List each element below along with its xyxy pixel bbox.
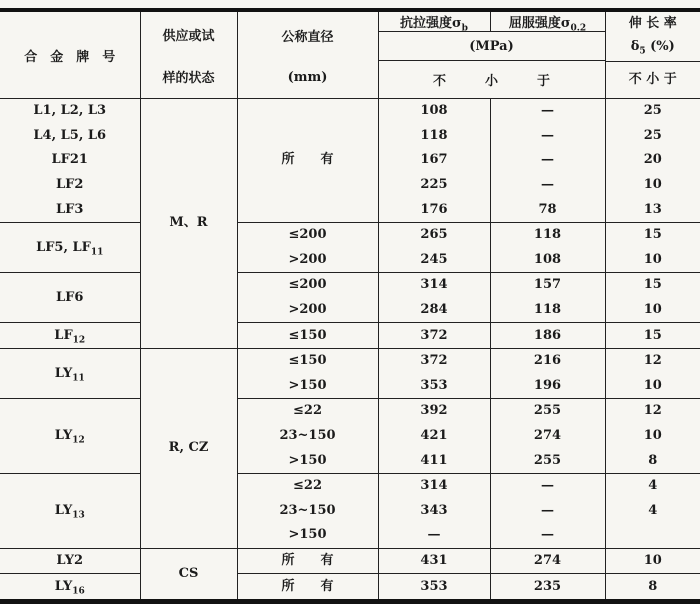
state-cell: M、R	[140, 99, 237, 349]
alloy-subscript: 12	[72, 436, 85, 446]
header-nominal-diameter-unit: (mm)	[288, 70, 328, 85]
alloy-cell	[0, 197, 140, 222]
tensile-cell: 167	[378, 148, 490, 173]
tensile-cell: 392	[378, 399, 490, 424]
tensile-cell: 431	[378, 548, 490, 574]
alloy-name: LY	[55, 366, 73, 381]
alloy-cell	[0, 348, 140, 398]
elongation-symbol-line	[606, 34, 700, 61]
header-yield-strength	[490, 10, 605, 32]
alloy-name: LF6	[56, 290, 83, 305]
alloy-cell	[0, 473, 140, 548]
header-alloy-grade-label: 合 金 牌 号	[24, 50, 115, 65]
header-elongation	[605, 10, 700, 99]
table-row	[0, 574, 700, 602]
header-supply-state-line1: 供应或试	[162, 25, 214, 44]
header-row-1	[0, 10, 700, 32]
diameter-cell: >150	[237, 448, 378, 473]
tensile-cell: 265	[378, 222, 490, 247]
percent-unit: (%)	[650, 39, 675, 54]
yield-cell: 274	[490, 424, 605, 449]
header-mpa-unit: (MPa)	[378, 32, 605, 61]
diameter-cell: ≤200	[237, 273, 378, 298]
elongation-cell: 15	[605, 323, 700, 349]
elongation-cell: 10	[605, 173, 700, 198]
elongation-cell: 4	[605, 473, 700, 498]
alloy-name: LF3	[56, 202, 83, 217]
yield-cell: 186	[490, 323, 605, 349]
table-row	[0, 222, 700, 247]
yield-cell: —	[490, 124, 605, 149]
alloy-name: LY	[55, 428, 73, 443]
tensile-cell: 372	[378, 348, 490, 373]
yield-cell: —	[490, 148, 605, 173]
yield-label: 屈服强度σ	[509, 16, 571, 31]
diameter-cell: ≤150	[237, 348, 378, 373]
yield-cell: 78	[490, 197, 605, 222]
diameter-cell: 所 有	[237, 548, 378, 574]
alloy-name: LY	[55, 579, 73, 594]
diameter-cell: >200	[237, 248, 378, 273]
tensile-cell: 314	[378, 273, 490, 298]
alloy-name: LF	[54, 328, 72, 343]
tensile-cell: —	[378, 523, 490, 548]
state-cell: R, CZ	[140, 348, 237, 548]
tensile-label: 抗拉强度σ	[400, 16, 462, 31]
elongation-cell: 10	[605, 424, 700, 449]
header-nominal-diameter-label: 公称直径	[281, 26, 333, 45]
elongation-cell: 15	[605, 222, 700, 247]
tensile-cell: 411	[378, 448, 490, 473]
header-alloy-grade	[0, 10, 140, 99]
diameter-cell: >150	[237, 523, 378, 548]
delta-symbol: δ	[631, 39, 640, 54]
tensile-cell: 108	[378, 99, 490, 124]
yield-subscript: 0.2	[570, 24, 586, 32]
elongation-cell: 13	[605, 197, 700, 222]
tensile-cell: 343	[378, 499, 490, 524]
table-row	[0, 348, 700, 373]
yield-cell: 274	[490, 548, 605, 574]
delta-subscript: 5	[639, 47, 645, 57]
yield-cell: —	[490, 523, 605, 548]
elongation-cell: 10	[605, 248, 700, 273]
alloy-name: L4, L5, L6	[33, 128, 106, 143]
tensile-cell: 314	[378, 473, 490, 498]
table-row	[0, 548, 700, 574]
alloy-name: LF2	[56, 177, 83, 192]
table-row	[0, 399, 700, 424]
diameter-cell: >200	[237, 298, 378, 323]
diameter-cell: 23~150	[237, 499, 378, 524]
alloy-cell	[0, 173, 140, 198]
yield-cell: —	[490, 499, 605, 524]
tensile-cell: 118	[378, 124, 490, 149]
elongation-cell	[605, 523, 700, 548]
alloy-name: LF21	[52, 152, 88, 167]
elongation-cell: 8	[605, 574, 700, 602]
diameter-cell: ≤22	[237, 399, 378, 424]
elongation-cell: 25	[605, 99, 700, 124]
header-supply-state	[140, 10, 237, 99]
alloy-cell	[0, 99, 140, 124]
yield-cell: 216	[490, 348, 605, 373]
yield-cell: 255	[490, 448, 605, 473]
yield-cell: 196	[490, 374, 605, 399]
elongation-cell: 10	[605, 374, 700, 399]
diameter-cell: ≤150	[237, 323, 378, 349]
yield-cell: 118	[490, 222, 605, 247]
yield-cell: 118	[490, 298, 605, 323]
alloy-mechanical-properties-table	[0, 8, 700, 604]
alloy-name: LY	[55, 503, 73, 518]
tensile-cell: 176	[378, 197, 490, 222]
alloy-subscript: 12	[73, 335, 86, 345]
yield-cell: 235	[490, 574, 605, 602]
tensile-cell: 421	[378, 424, 490, 449]
diameter-cell: 所 有	[237, 574, 378, 602]
elongation-cell: 25	[605, 124, 700, 149]
elongation-cell: 15	[605, 273, 700, 298]
alloy-subscript: 13	[72, 510, 85, 520]
diameter-cell: 23~150	[237, 424, 378, 449]
table-row	[0, 99, 700, 124]
diameter-cell: >150	[237, 374, 378, 399]
alloy-cell	[0, 323, 140, 349]
table-body	[0, 99, 700, 602]
yield-cell: —	[490, 473, 605, 498]
table-header	[0, 10, 700, 99]
tensile-cell: 353	[378, 574, 490, 602]
elongation-label: 伸 长 率	[606, 12, 700, 34]
tensile-cell: 284	[378, 298, 490, 323]
alloy-cell	[0, 574, 140, 602]
table-row	[0, 473, 700, 498]
header-not-less-than: 不 小 于	[378, 61, 605, 99]
alloy-cell	[0, 548, 140, 574]
tensile-subscript: b	[462, 24, 468, 32]
alloy-cell	[0, 148, 140, 173]
elongation-not-less-than: 不 小 于	[606, 61, 700, 98]
alloy-subscript: 11	[91, 247, 104, 257]
yield-cell: 255	[490, 399, 605, 424]
elongation-cell: 12	[605, 399, 700, 424]
alloy-subscript: 16	[72, 586, 85, 596]
diameter-cell: 所 有	[237, 99, 378, 223]
diameter-cell: ≤200	[237, 222, 378, 247]
alloy-subscript: 11	[72, 373, 85, 383]
alloy-cell	[0, 399, 140, 474]
state-cell: CS	[140, 548, 237, 601]
table-row	[0, 323, 700, 349]
tensile-cell: 225	[378, 173, 490, 198]
elongation-cell: 20	[605, 148, 700, 173]
yield-cell: 108	[490, 248, 605, 273]
elongation-cell: 4	[605, 499, 700, 524]
alloy-name: L1, L2, L3	[33, 103, 106, 118]
alloy-name: LY2	[56, 553, 83, 568]
elongation-cell: 12	[605, 348, 700, 373]
alloy-cell	[0, 124, 140, 149]
elongation-cell: 10	[605, 548, 700, 574]
alloy-cell	[0, 222, 140, 272]
tensile-cell: 372	[378, 323, 490, 349]
diameter-cell: ≤22	[237, 473, 378, 498]
header-nominal-diameter	[237, 10, 378, 99]
header-supply-state-line2: 样的状态	[162, 67, 214, 86]
table-row	[0, 273, 700, 298]
yield-cell: —	[490, 173, 605, 198]
elongation-cell: 8	[605, 448, 700, 473]
yield-cell: 157	[490, 273, 605, 298]
header-tensile-strength	[378, 10, 490, 32]
elongation-cell: 10	[605, 298, 700, 323]
yield-cell: —	[490, 99, 605, 124]
alloy-name: LF5, LF	[36, 240, 91, 255]
alloy-cell	[0, 273, 140, 323]
tensile-cell: 353	[378, 374, 490, 399]
tensile-cell: 245	[378, 248, 490, 273]
